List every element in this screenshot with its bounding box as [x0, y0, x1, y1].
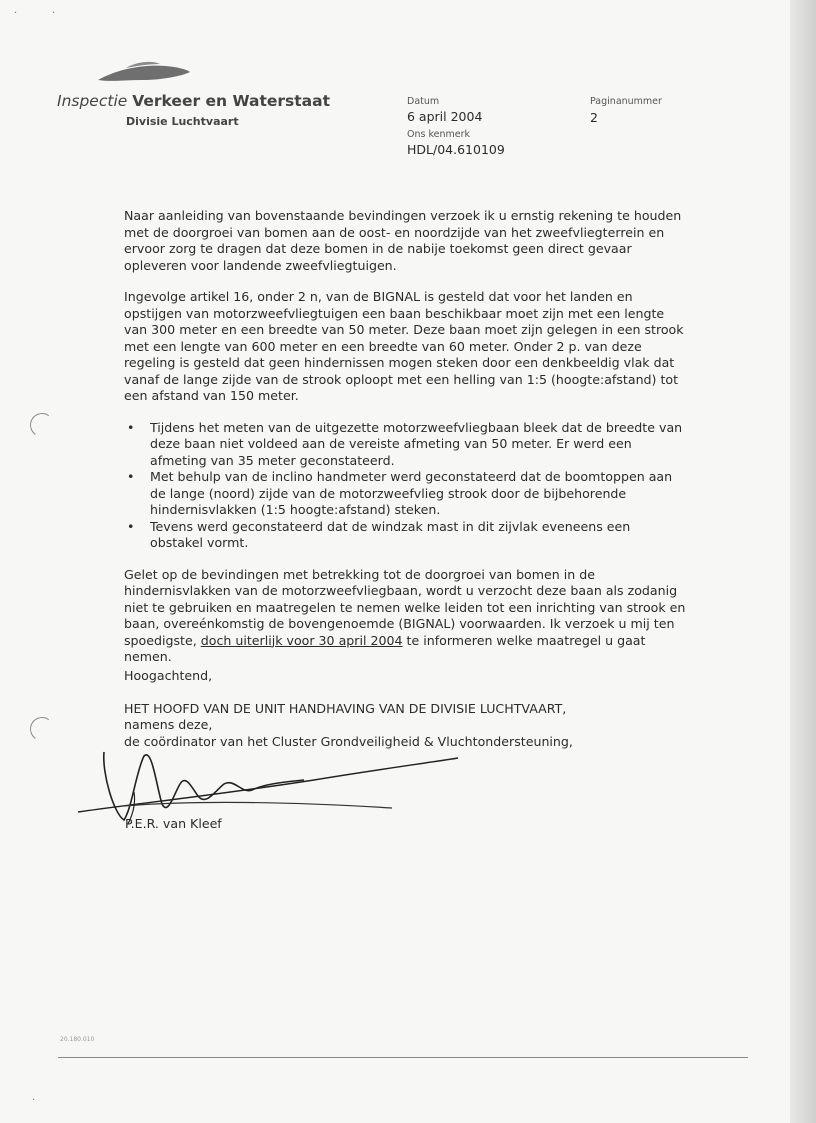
footer-rule	[58, 1057, 748, 1058]
finding-item-2: • Met behulp van de inclino handmeter werd geconstateerd dat de boomtoppen aan de lange (noord) zijde van de motorzweefvlieg strook door de bijbehorende hindernisvlakken (1:5 hoogte:afstand) steken.	[124, 469, 686, 519]
on-behalf-line: namens deze,	[124, 717, 213, 732]
role-line: de coördinator van het Cluster Grondveiligheid & Vluchtondersteuning,	[124, 733, 573, 749]
deadline-text: doch uiterlijk voor 30 april 2004	[200, 632, 403, 648]
org-prefix: Inspectie	[57, 92, 128, 110]
scan-speck-icon: ·	[32, 1095, 36, 1106]
paragraph-1: Naar aanleiding van bovenstaande bevindingen verzoek ik u ernstig rekening te houden met de doorgroei van bomen aan de oost- en noordzijde van het zweefvliegterrein en ervoor zorg te dragen dat deze bomen in de nabije toekomst geen direct gevaar opleveren voor landende zweefvliegtuigen.	[124, 208, 682, 273]
paragraph-3-main: Gelet op de bevindingen met betrekking tot de doorgroei van bomen in de hindernisvlakken van de motorzweefvliegbaan, wordt u verzocht deze baan als zodanig niet te gebruiken en maatregelen te nemen welke leiden tot een inrichting van strook en baan, overeénkomstig de bovengenoemde (BIGNAL) voorwaarden. Ik verzoek u mij ten spoedigste,	[124, 566, 686, 648]
punch-hole-bottom	[28, 715, 56, 743]
closing-block	[124, 668, 684, 750]
bird-logo-icon	[96, 60, 192, 88]
page-number-value: 2	[590, 110, 598, 125]
scan-speck-icon: ·	[14, 8, 18, 19]
paragraph-2: Ingevolge artikel 16, onder 2 n, van de BIGNAL is gesteld dat voor het landen en opstijgen van motorzweefvliegtuigen een baan beschikbaar moet zijn met een lengte van 300 meter en een breedte van 50 meter. Deze baan moet zijn gelegen in een strook met een lengte van 600 meter en een breedte van 60 meter. Onder 2 p. van deze regeling is gesteld dat geen hindernissen mogen steken door een denkbeeldig vlak dat vanaf de lange zijde van de strook oploopt met een helling van 1:5 (hoogte:afstand) tot een afstand van 150 meter.	[124, 289, 684, 403]
closing-title: HET HOOFD VAN DE UNIT HANDHAVING VAN DE DIVISIE LUCHTVAART,	[124, 700, 567, 716]
page-edge-shadow	[790, 0, 816, 1123]
reference-label: Ons kenmerk	[407, 128, 471, 140]
page-number-block	[590, 96, 662, 125]
page-number-label: Paginanummer	[590, 96, 662, 107]
form-code: 20.180.010	[60, 1036, 95, 1043]
findings-list	[124, 420, 686, 552]
division-name: Divisie Luchtvaart	[126, 115, 239, 128]
date-value: 6 april 2004	[407, 108, 483, 124]
letter-meta	[407, 96, 505, 161]
paragraph-3	[124, 567, 686, 666]
finding-item-1: • Tijdens het meten van de uitgezette motorzweefvliegbaan bleek dat de breedte van deze baan niet voldeed aan de vereiste afmeting van 50 meter. Er werd een afmeting van 35 meter geconstateerd.	[124, 420, 686, 470]
scan-speck-icon: ·	[52, 8, 56, 19]
reference-value: HDL/04.610109	[407, 141, 505, 157]
finding-item-3: • Tevens werd geconstateerd dat de windzak mast in dit zijvlak eveneens een obstakel vormt.	[124, 519, 686, 552]
punch-hole-top	[28, 411, 56, 439]
organization-name	[57, 92, 330, 110]
paragraph-3-end: te informeren welke maatregel u gaat nemen.	[124, 632, 646, 664]
org-name: Verkeer en Waterstaat	[132, 92, 330, 110]
letter-body	[124, 208, 686, 681]
date-label: Datum	[407, 96, 440, 107]
signer-name: P.E.R. van Kleef	[125, 816, 222, 831]
salutation: Hoogachtend,	[124, 668, 213, 683]
